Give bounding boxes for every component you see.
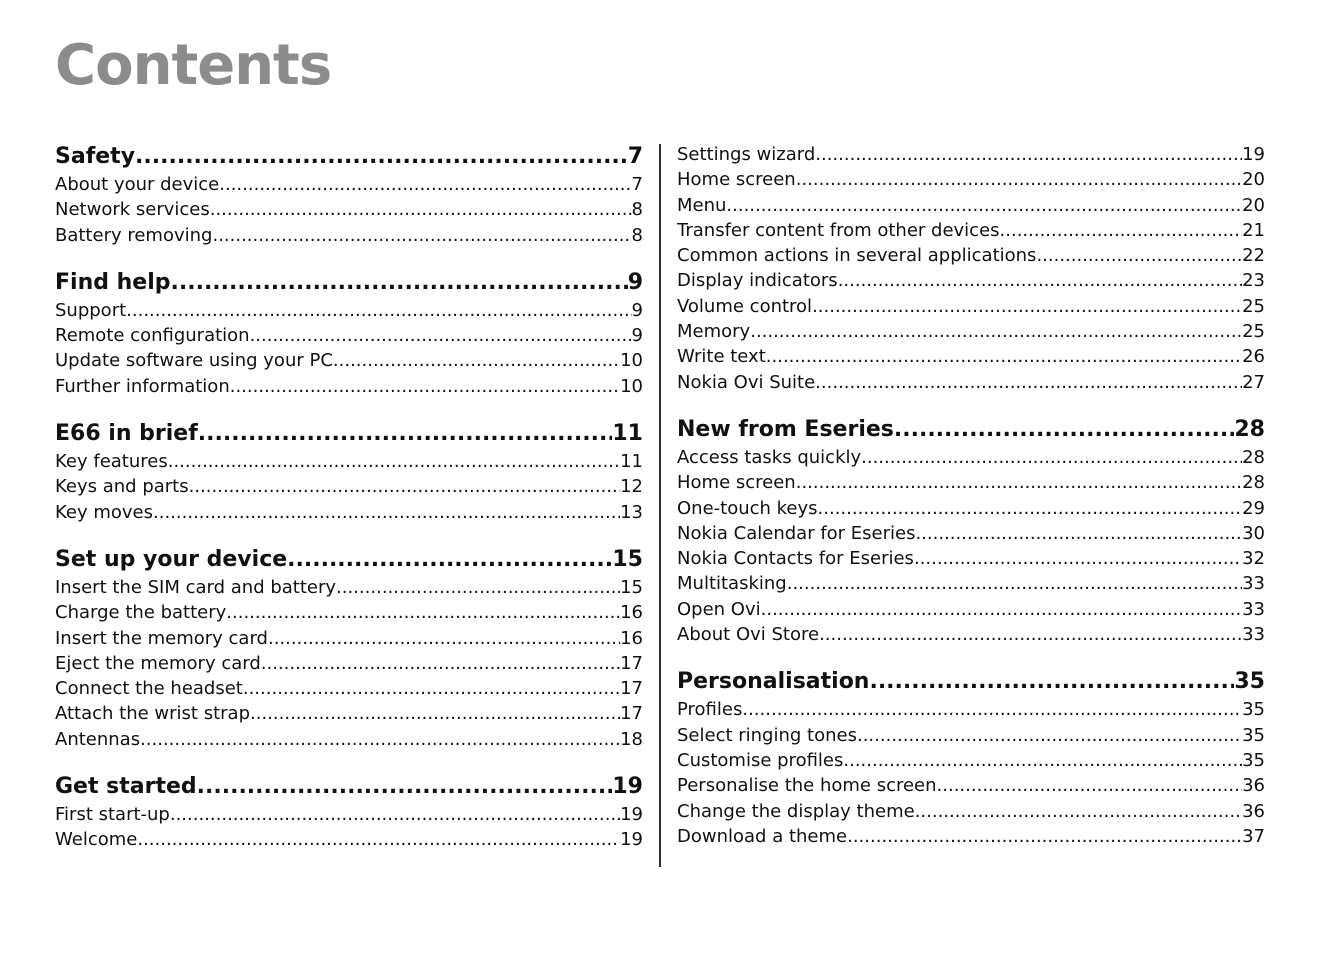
toc-entry-label: Select ringing tones bbox=[677, 724, 857, 746]
toc-entry[interactable] bbox=[55, 600, 643, 625]
toc-entry[interactable] bbox=[677, 470, 1265, 495]
toc-entry-label: Home screen bbox=[677, 169, 796, 191]
toc-entry-label: Keys and parts bbox=[55, 476, 189, 498]
toc-entry[interactable] bbox=[677, 748, 1265, 773]
dot-leader bbox=[796, 167, 1242, 192]
toc-page-number: 36 bbox=[1242, 800, 1265, 822]
toc-entry[interactable] bbox=[55, 676, 643, 701]
toc-page-number: 19 bbox=[620, 804, 643, 826]
toc-entry-label: Customise profiles bbox=[677, 749, 844, 771]
toc-page-number: 15 bbox=[612, 546, 643, 572]
dot-leader bbox=[915, 799, 1242, 824]
toc-page-number: 35 bbox=[1242, 749, 1265, 771]
dot-leader bbox=[170, 802, 620, 827]
dot-leader bbox=[243, 676, 620, 701]
toc-page-number: 21 bbox=[1242, 219, 1265, 241]
toc-section-title: Find help bbox=[55, 269, 171, 295]
toc-entry-label: Transfer content from other devices bbox=[677, 219, 1000, 241]
toc-page-number: 7 bbox=[631, 174, 643, 195]
dot-leader bbox=[268, 626, 620, 651]
toc-section-title: New from Eseries bbox=[677, 416, 894, 442]
toc-entry[interactable] bbox=[677, 243, 1265, 268]
dot-leader bbox=[250, 323, 632, 348]
toc-section-heading[interactable] bbox=[55, 545, 643, 575]
toc-entry[interactable] bbox=[677, 697, 1265, 722]
toc-entry[interactable] bbox=[55, 802, 643, 827]
toc-page-number: 19 bbox=[1242, 144, 1265, 165]
toc-entry[interactable] bbox=[55, 626, 643, 651]
dot-leader bbox=[226, 600, 620, 625]
toc-entry-label: Home screen bbox=[677, 472, 796, 494]
toc-entry[interactable] bbox=[677, 773, 1265, 798]
dot-leader bbox=[171, 268, 628, 298]
toc-entry-label: Further information bbox=[55, 375, 230, 397]
dot-leader bbox=[250, 701, 620, 726]
toc-page-number: 33 bbox=[1242, 624, 1265, 646]
toc-entry[interactable] bbox=[55, 223, 643, 248]
toc-entry-label: Charge the battery bbox=[55, 602, 227, 624]
toc-page-number: 20 bbox=[1242, 169, 1265, 191]
toc-entry-label: Eject the memory card bbox=[55, 652, 261, 674]
toc-entry[interactable] bbox=[677, 824, 1265, 849]
toc-entry[interactable] bbox=[677, 193, 1265, 218]
dot-leader bbox=[168, 449, 620, 474]
dot-leader bbox=[261, 651, 620, 676]
toc-column-left bbox=[55, 142, 643, 853]
dot-leader bbox=[198, 419, 613, 449]
toc-section-title: Safety bbox=[55, 144, 136, 169]
toc-page-number: 22 bbox=[1242, 245, 1265, 267]
toc-entry[interactable] bbox=[677, 445, 1265, 470]
toc-entry-label: Connect the headset bbox=[55, 678, 243, 700]
dot-leader bbox=[287, 545, 612, 575]
dot-leader bbox=[766, 344, 1242, 369]
toc-entry-label: Volume control bbox=[677, 295, 813, 317]
dot-leader bbox=[815, 370, 1242, 395]
toc-section-heading[interactable] bbox=[677, 415, 1265, 445]
toc-entry-label: Common actions in several applications bbox=[677, 245, 1037, 267]
toc-entry-label: Menu bbox=[677, 194, 727, 216]
toc-entry[interactable] bbox=[677, 268, 1265, 293]
toc-entry[interactable] bbox=[55, 500, 643, 525]
toc-entry[interactable] bbox=[55, 449, 643, 474]
toc-entry[interactable] bbox=[677, 546, 1265, 571]
toc-column-right bbox=[677, 142, 1265, 849]
toc-page-number: 33 bbox=[1242, 573, 1265, 595]
toc-section-title: Personalisation bbox=[677, 669, 870, 695]
toc-entry-label: Display indicators bbox=[677, 270, 838, 292]
toc-page-number: 19 bbox=[612, 774, 643, 800]
dot-leader bbox=[230, 374, 620, 399]
toc-entry[interactable] bbox=[55, 575, 643, 600]
toc-entry[interactable] bbox=[55, 298, 643, 323]
toc-page-number: 28 bbox=[1234, 416, 1265, 442]
dot-leader bbox=[742, 697, 1242, 722]
dot-leader bbox=[189, 474, 620, 499]
dot-leader bbox=[869, 667, 1234, 697]
dot-leader bbox=[726, 193, 1242, 218]
toc-entry[interactable] bbox=[677, 799, 1265, 824]
toc-section-title: E66 in brief bbox=[55, 421, 198, 447]
toc-entry-label: Open Ovi bbox=[677, 598, 761, 620]
toc-page-number: 13 bbox=[620, 501, 643, 523]
toc-entry[interactable] bbox=[55, 651, 643, 676]
toc-entry-label: Attach the wrist strap bbox=[55, 703, 251, 725]
dot-leader bbox=[1036, 243, 1242, 268]
toc-entry-label: About Ovi Store bbox=[677, 624, 820, 646]
column-divider bbox=[659, 144, 661, 867]
toc-entry[interactable] bbox=[677, 597, 1265, 622]
toc-entry[interactable] bbox=[677, 521, 1265, 546]
toc-entry-label: Write text bbox=[677, 346, 766, 368]
toc-section-heading[interactable] bbox=[55, 268, 643, 298]
toc-entry[interactable] bbox=[677, 142, 1265, 167]
toc-entry-label: Insert the memory card bbox=[55, 627, 268, 649]
toc-entry-label: Nokia Calendar for Eseries bbox=[677, 522, 916, 544]
toc-page-number: 30 bbox=[1242, 522, 1265, 544]
toc-section bbox=[55, 268, 643, 399]
toc-entry[interactable] bbox=[55, 197, 643, 222]
toc-entry[interactable] bbox=[677, 723, 1265, 748]
toc-page-number: 36 bbox=[1242, 775, 1265, 797]
toc-entry[interactable] bbox=[55, 374, 643, 399]
dot-leader bbox=[812, 294, 1242, 319]
toc-page-number: 17 bbox=[620, 703, 643, 725]
toc-entry[interactable] bbox=[677, 218, 1265, 243]
toc-section-heading[interactable] bbox=[55, 142, 643, 172]
toc-page-number: 12 bbox=[620, 476, 643, 498]
toc-page-number: 15 bbox=[620, 576, 643, 598]
toc-page-number: 16 bbox=[620, 627, 643, 649]
toc-section-title: Set up your device bbox=[55, 546, 288, 572]
toc-section-heading[interactable] bbox=[55, 419, 643, 449]
toc-entry-label: Key moves bbox=[55, 501, 154, 523]
toc-entry[interactable] bbox=[677, 622, 1265, 647]
dot-leader bbox=[333, 348, 620, 373]
dot-leader bbox=[843, 748, 1242, 773]
toc-entry-label: Update software using your PC bbox=[55, 350, 333, 372]
toc-entry-label: Download a theme bbox=[677, 825, 848, 847]
dot-leader bbox=[915, 521, 1242, 546]
toc-page-number: 29 bbox=[1242, 497, 1265, 519]
toc-section bbox=[677, 142, 1265, 395]
toc-entry[interactable] bbox=[677, 571, 1265, 596]
toc-page-number: 32 bbox=[1242, 548, 1265, 570]
toc-page-number: 27 bbox=[1242, 371, 1265, 393]
toc-page-number: 25 bbox=[1242, 295, 1265, 317]
dot-leader bbox=[135, 142, 628, 172]
toc-entry[interactable] bbox=[55, 727, 643, 752]
dot-leader bbox=[937, 773, 1243, 798]
toc-page-number: 10 bbox=[620, 375, 643, 397]
toc-section bbox=[55, 142, 643, 248]
toc-page-number: 19 bbox=[620, 829, 643, 851]
dot-leader bbox=[818, 496, 1243, 521]
toc-page-number: 35 bbox=[1242, 724, 1265, 746]
dot-leader bbox=[212, 223, 631, 248]
toc-entry-label: About your device bbox=[55, 174, 220, 195]
toc-page-number: 10 bbox=[620, 350, 643, 372]
toc-page-number: 33 bbox=[1242, 598, 1265, 620]
dot-leader bbox=[1000, 218, 1243, 243]
dot-leader bbox=[750, 319, 1242, 344]
toc-page-number: 23 bbox=[1242, 270, 1265, 292]
dot-leader bbox=[914, 546, 1242, 571]
toc-page-number: 18 bbox=[620, 728, 643, 750]
toc-entry-label: Welcome bbox=[55, 829, 138, 851]
toc-section bbox=[677, 415, 1265, 647]
toc-entry[interactable] bbox=[677, 319, 1265, 344]
toc-entry[interactable] bbox=[677, 370, 1265, 395]
toc-entry-label: Access tasks quickly bbox=[677, 446, 862, 468]
toc-section bbox=[55, 419, 643, 525]
toc-entry-label: Nokia Contacts for Eseries bbox=[677, 548, 914, 570]
dot-leader bbox=[861, 445, 1242, 470]
toc-page-number: 9 bbox=[631, 325, 643, 347]
toc-entry-label: One-touch keys bbox=[677, 497, 818, 519]
toc-entry-label: Support bbox=[55, 299, 127, 321]
toc-section-heading[interactable] bbox=[677, 667, 1265, 697]
toc-section bbox=[55, 772, 643, 853]
toc-page-number: 11 bbox=[620, 451, 643, 473]
toc-page-number: 35 bbox=[1242, 699, 1265, 721]
toc-page-number: 35 bbox=[1234, 669, 1265, 695]
dot-leader bbox=[857, 723, 1242, 748]
dot-leader bbox=[197, 772, 613, 802]
toc-entry-label: First start-up bbox=[55, 804, 170, 826]
toc-entry[interactable] bbox=[677, 167, 1265, 192]
toc-page-number: 8 bbox=[631, 199, 643, 221]
toc-entry-label: Battery removing bbox=[55, 224, 213, 246]
toc-page-number: 28 bbox=[1242, 446, 1265, 468]
dot-leader bbox=[153, 500, 620, 525]
toc-entry[interactable] bbox=[55, 827, 643, 852]
toc-entry[interactable] bbox=[55, 701, 643, 726]
toc-entry-label: Settings wizard bbox=[677, 144, 816, 165]
dot-leader bbox=[894, 415, 1234, 445]
toc-page-number: 8 bbox=[631, 224, 643, 246]
toc-section bbox=[55, 545, 643, 752]
dot-leader bbox=[847, 824, 1242, 849]
toc-page-number: 17 bbox=[620, 652, 643, 674]
dot-leader bbox=[838, 268, 1242, 293]
dot-leader bbox=[787, 571, 1242, 596]
toc-entry-label: Nokia Ovi Suite bbox=[677, 371, 816, 393]
toc-page-number: 37 bbox=[1242, 825, 1265, 847]
toc-entry[interactable] bbox=[55, 323, 643, 348]
toc-entry-label: Key features bbox=[55, 451, 168, 473]
toc-page-number: 16 bbox=[620, 602, 643, 624]
toc-entry-label: Insert the SIM card and battery bbox=[55, 576, 337, 598]
toc-page-number: 25 bbox=[1242, 321, 1265, 343]
toc-entry[interactable] bbox=[677, 496, 1265, 521]
toc-entry-label: Multitasking bbox=[677, 573, 787, 595]
toc-entry-label: Remote configuration bbox=[55, 325, 250, 347]
toc-section-title: Get started bbox=[55, 774, 197, 800]
toc-entry-label: Change the display theme bbox=[677, 800, 915, 822]
toc-entry-label: Antennas bbox=[55, 728, 141, 750]
toc-page-number: 9 bbox=[631, 299, 643, 321]
dot-leader bbox=[210, 197, 632, 222]
toc-page-number: 28 bbox=[1242, 472, 1265, 494]
toc-section bbox=[677, 667, 1265, 849]
toc-entry-label: Personalise the home screen bbox=[677, 775, 937, 797]
toc-page-number: 20 bbox=[1242, 194, 1265, 216]
dot-leader bbox=[140, 727, 620, 752]
toc-page-number: 9 bbox=[627, 269, 643, 295]
dot-leader bbox=[137, 827, 620, 852]
toc-section-heading[interactable] bbox=[55, 772, 643, 802]
dot-leader bbox=[796, 470, 1242, 495]
dot-leader bbox=[819, 622, 1242, 647]
toc-entry[interactable] bbox=[677, 294, 1265, 319]
toc-entry[interactable] bbox=[55, 172, 643, 197]
toc-entry-label: Memory bbox=[677, 321, 751, 343]
toc-entry[interactable] bbox=[55, 348, 643, 373]
toc-entry[interactable] bbox=[677, 344, 1265, 369]
toc-entry[interactable] bbox=[55, 474, 643, 499]
toc-page-number: 7 bbox=[627, 144, 643, 169]
toc-entry-label: Network services bbox=[55, 199, 210, 221]
toc-page-number: 11 bbox=[612, 421, 643, 447]
dot-leader bbox=[336, 575, 620, 600]
dot-leader bbox=[761, 597, 1242, 622]
toc-entry-label: Profiles bbox=[677, 699, 743, 721]
toc-page-number: 26 bbox=[1242, 346, 1265, 368]
dot-leader bbox=[219, 172, 631, 197]
dot-leader bbox=[815, 142, 1242, 167]
toc-page-number: 17 bbox=[620, 678, 643, 700]
page-title: Contents bbox=[55, 33, 332, 98]
dot-leader bbox=[126, 298, 631, 323]
